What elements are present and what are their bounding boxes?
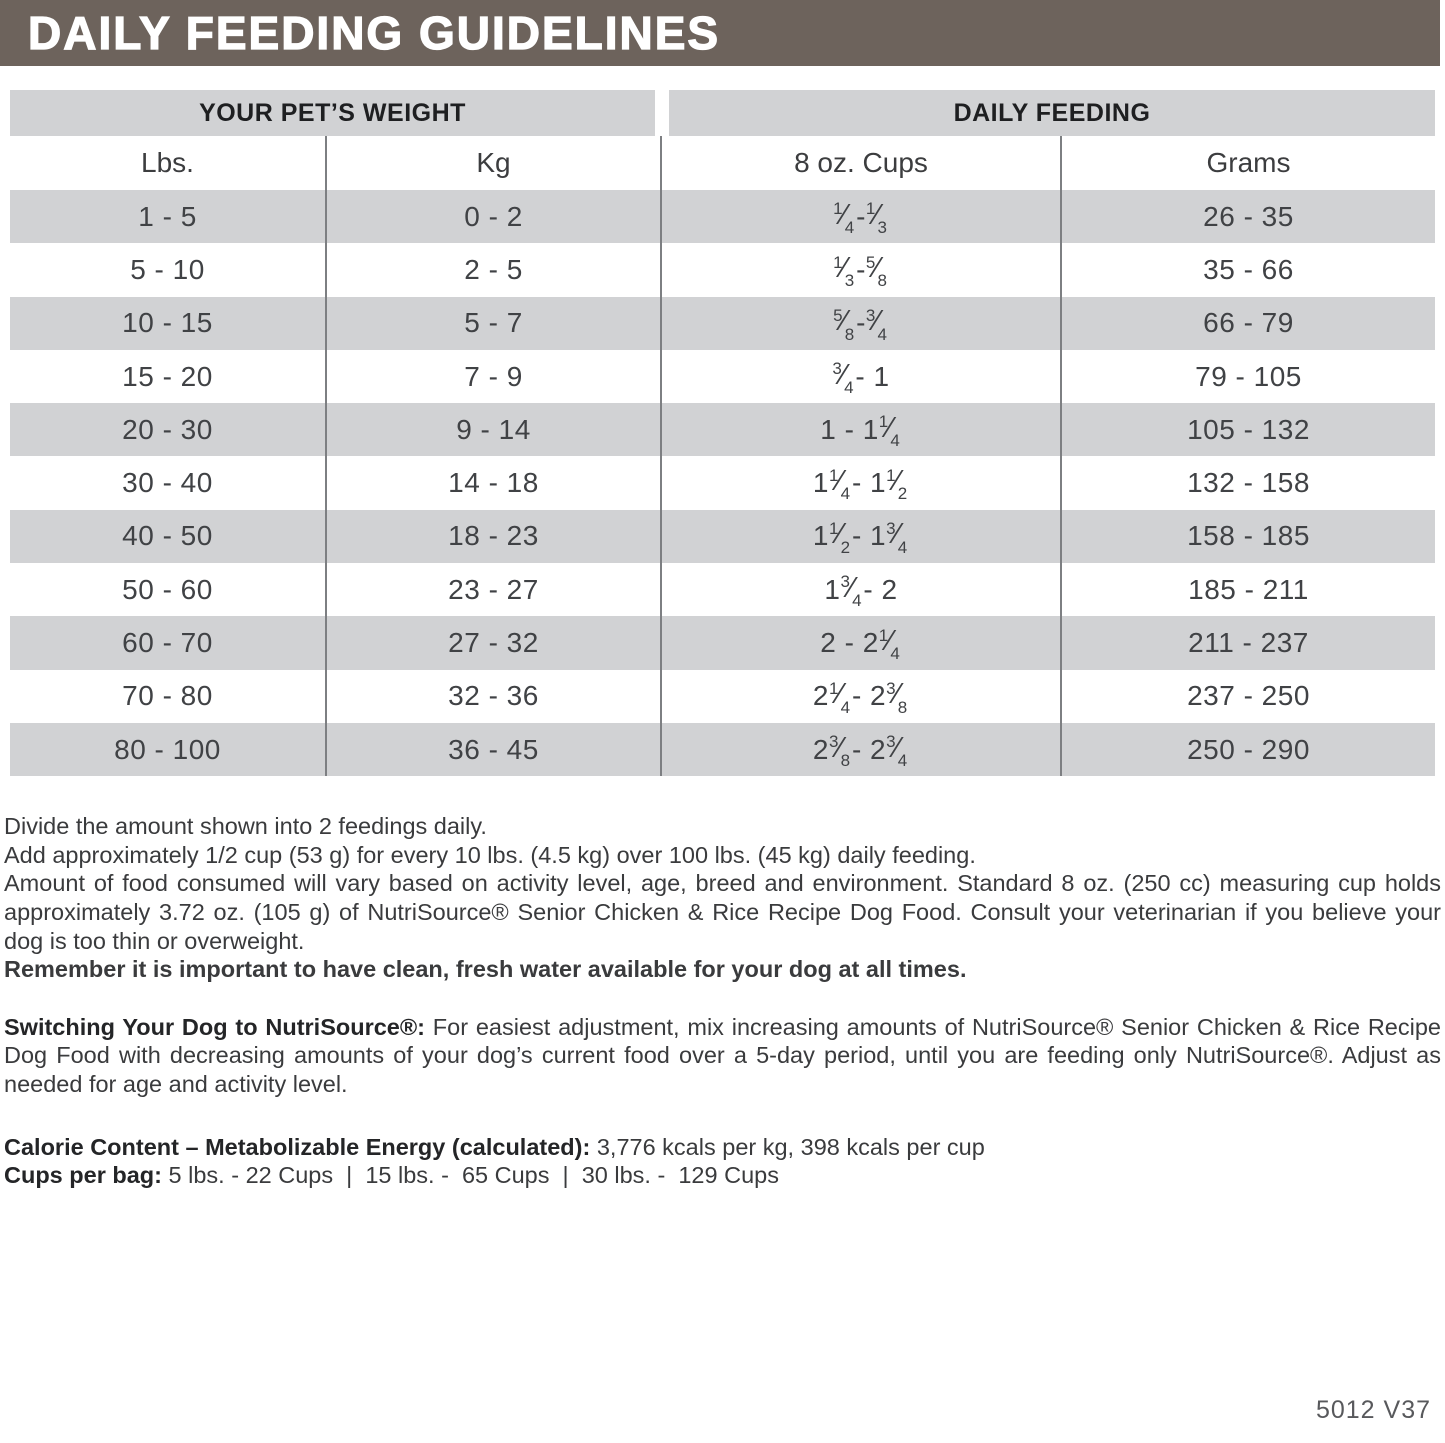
note-line: Add approximately 1/2 cup (53 g) for every 10 lbs. (4.5 kg) over 100 lbs. (45 kg) daily feeding. (4, 841, 976, 868)
calorie-content-line (4, 1133, 1441, 1162)
switching-lead: Switching Your Dog to NutriSource®: (4, 1013, 426, 1040)
table-column-header (10, 136, 1435, 190)
cell-cups: 2 $^3⁄_8$ - 2 $^3⁄_4$ (660, 723, 1060, 776)
cell-kg: 18 - 23 (325, 510, 660, 563)
cell-lbs: 40 - 50 (10, 510, 325, 563)
table-row (10, 456, 1435, 509)
cell-grams: 158 - 185 (1060, 510, 1435, 563)
cell-grams: 185 - 211 (1060, 563, 1435, 616)
cell-grams: 250 - 290 (1060, 723, 1435, 776)
cups-per-bag-line (4, 1161, 1441, 1190)
cups-rest: 5 lbs. - 22 Cups | 15 lbs. - 65 Cups | 30 lbs. - 129 Cups (161, 1162, 779, 1189)
note-line: Divide the amount shown into 2 feedings daily. (4, 813, 487, 840)
cell-kg: 23 - 27 (325, 563, 660, 616)
cell-grams: 35 - 66 (1060, 243, 1435, 296)
cell-grams: 132 - 158 (1060, 456, 1435, 509)
table-row (10, 616, 1435, 669)
group-header-gap (655, 90, 669, 136)
cell-grams: 237 - 250 (1060, 670, 1435, 723)
cups-lead: Cups per bag: (4, 1162, 162, 1189)
cell-lbs: 15 - 20 (10, 350, 325, 403)
cell-kg: 32 - 36 (325, 670, 660, 723)
cell-lbs: 60 - 70 (10, 616, 325, 669)
feeding-table (10, 90, 1435, 776)
cell-kg: 27 - 32 (325, 616, 660, 669)
table-row (10, 243, 1435, 296)
table-row (10, 190, 1435, 243)
cell-lbs: 30 - 40 (10, 456, 325, 509)
table-row (10, 670, 1435, 723)
group-header-feeding: DAILY FEEDING (669, 90, 1435, 136)
cell-lbs: 50 - 60 (10, 563, 325, 616)
cell-grams: 66 - 79 (1060, 297, 1435, 350)
column-header-lbs: Lbs. (10, 136, 325, 190)
note-line-water: Remember it is important to have clean, fresh water available for your dog at all times. (4, 956, 967, 983)
cell-grams: 105 - 132 (1060, 403, 1435, 456)
table-row (10, 297, 1435, 350)
group-header-weight: YOUR PET’S WEIGHT (10, 90, 655, 136)
table-row (10, 510, 1435, 563)
feeding-notes (4, 812, 1441, 984)
page-title: DAILY FEEDING GUIDELINES (28, 7, 721, 59)
cell-lbs: 1 - 5 (10, 190, 325, 243)
cell-grams: 211 - 237 (1060, 616, 1435, 669)
cell-lbs: 80 - 100 (10, 723, 325, 776)
cell-cups: $^1⁄_3$ - $^5⁄_8$ (660, 243, 1060, 296)
cell-grams: 79 - 105 (1060, 350, 1435, 403)
cell-cups: 2 - 2 $^1⁄_4$ (660, 616, 1060, 669)
calorie-block (4, 1133, 1441, 1190)
cell-lbs: 10 - 15 (10, 297, 325, 350)
note-line: Amount of food consumed will vary based on activity level, age, breed and environment. Standard 8 oz. (250 cc) measuring cup holds approximately 3.72 oz. (105 g) of NutriSource® Senior Chicken & Rice Recipe Dog Food. Consult your veterinarian if you believe your dog is too thin or overweight. (4, 870, 1441, 954)
cell-cups: 1 $^1⁄_4$ - 1 $^1⁄_2$ (660, 456, 1060, 509)
table-body (10, 190, 1435, 776)
cell-cups: 1 $^3⁄_4$ - 2 (660, 563, 1060, 616)
column-header-kg: Kg (325, 136, 660, 190)
cell-cups: $^1⁄_4$ - $^1⁄_3$ (660, 190, 1060, 243)
cell-grams: 26 - 35 (1060, 190, 1435, 243)
cell-kg: 36 - 45 (325, 723, 660, 776)
cell-kg: 9 - 14 (325, 403, 660, 456)
cell-kg: 5 - 7 (325, 297, 660, 350)
cell-kg: 2 - 5 (325, 243, 660, 296)
cell-cups: $^3⁄_4$ - 1 (660, 350, 1060, 403)
table-row (10, 403, 1435, 456)
cell-kg: 7 - 9 (325, 350, 660, 403)
cell-cups: 1 $^1⁄_2$ - 1 $^3⁄_4$ (660, 510, 1060, 563)
cell-lbs: 70 - 80 (10, 670, 325, 723)
table-row (10, 563, 1435, 616)
cell-lbs: 5 - 10 (10, 243, 325, 296)
switching-paragraph (4, 1013, 1441, 1099)
switching-rest: For easiest adjustment, mix increasing amounts of NutriSource® Senior Chicken & Rice Recipe Dog Food with decreasing amounts of your dog’s current food over a 5-day period, until you are feeding only NutriSource®. Adjust as needed for age and activity level. (4, 1013, 1441, 1098)
footer-code: 5012 V37 (1315, 1396, 1431, 1424)
calorie-lead: Calorie Content – Metabolizable Energy (calculated): (4, 1133, 591, 1160)
title-bar (0, 0, 1440, 66)
table-group-header (10, 90, 1435, 136)
column-header-cups: 8 oz. Cups (660, 136, 1060, 190)
calorie-rest: 3,776 kcals per kg, 398 kcals per cup (590, 1133, 985, 1160)
cell-kg: 14 - 18 (325, 456, 660, 509)
cell-cups: $^5⁄_8$ - $^3⁄_4$ (660, 297, 1060, 350)
table-row (10, 723, 1435, 776)
cell-cups: 1 - 1 $^1⁄_4$ (660, 403, 1060, 456)
cell-lbs: 20 - 30 (10, 403, 325, 456)
cell-kg: 0 - 2 (325, 190, 660, 243)
column-header-grams: Grams (1060, 136, 1435, 190)
table-row (10, 350, 1435, 403)
cell-cups: 2 $^1⁄_4$ - 2 $^3⁄_8$ (660, 670, 1060, 723)
